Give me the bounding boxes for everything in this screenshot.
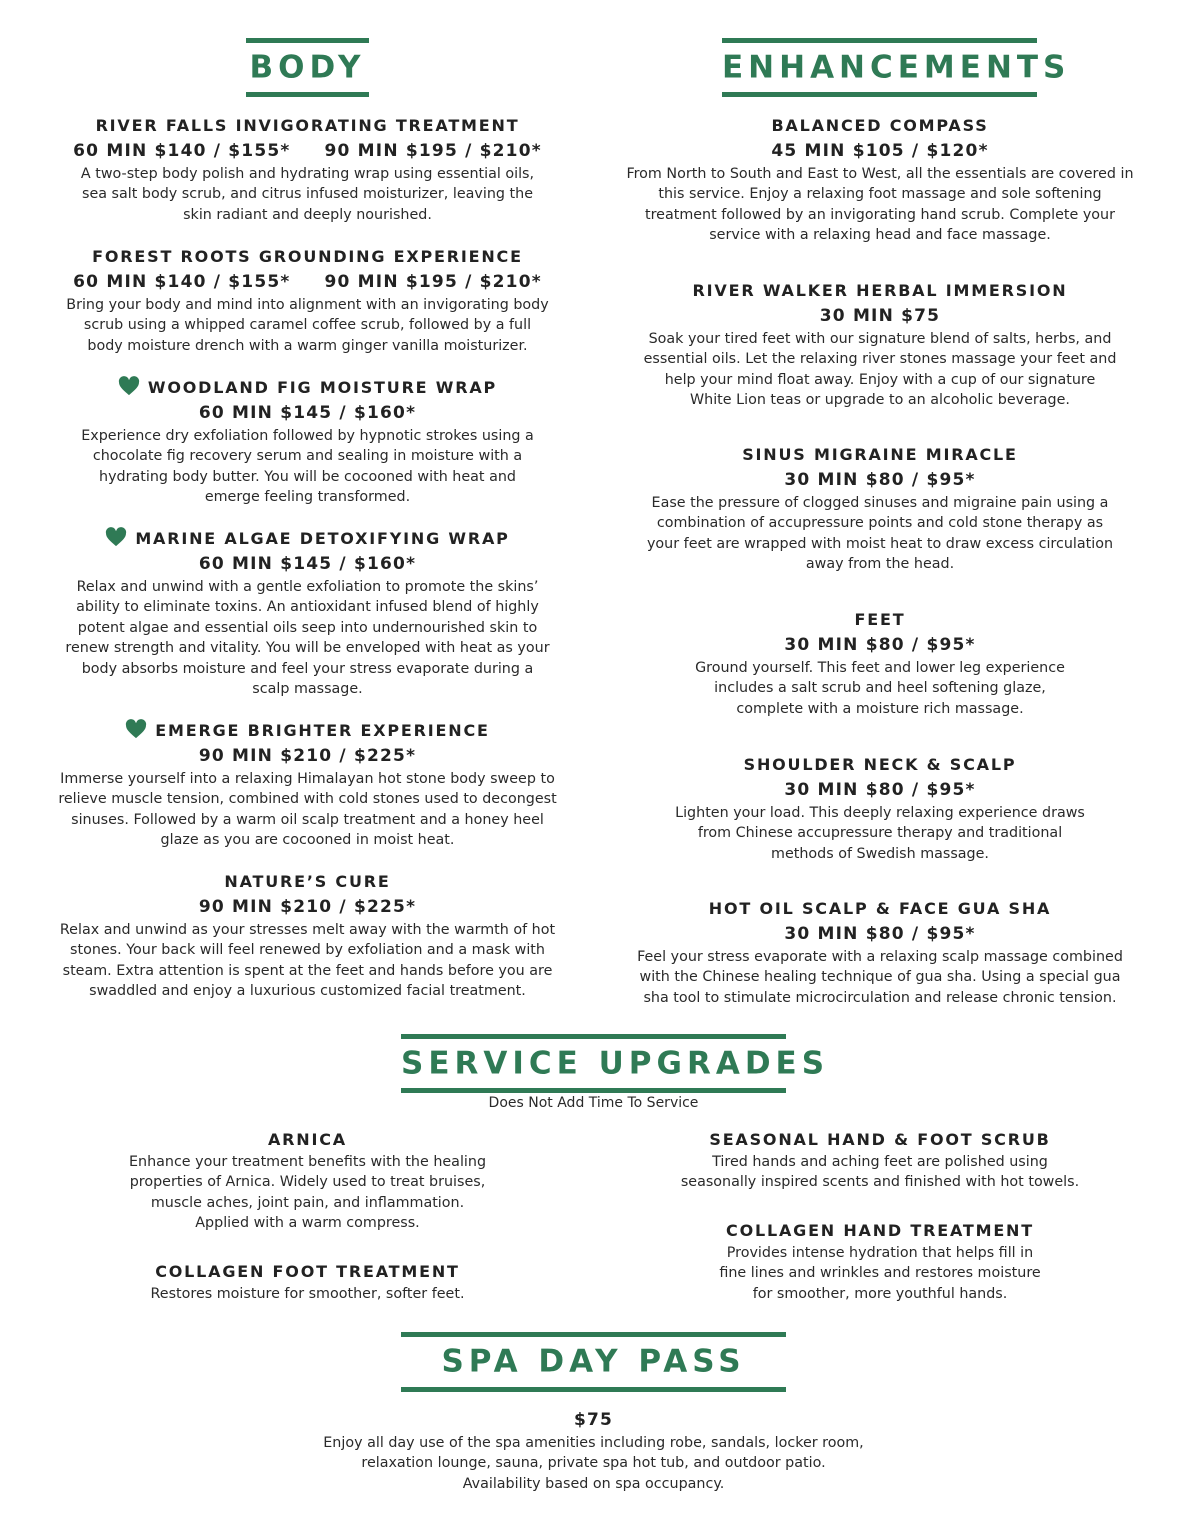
service-description: Ground yourself. This feet and lower leg experience includes a salt scrub and heel softening glaze, complete with a moisture rich massage. (695, 660, 1065, 717)
service-title: SEASONAL HAND & FOOT SCRUB (709, 1130, 1051, 1149)
enhancement-item (612, 607, 1148, 719)
service-price: 30 MIN $80 / $95* (784, 780, 976, 800)
section-title-upgrades: SERVICE UPGRADES (401, 1044, 830, 1081)
section-header-enhancements (722, 38, 1071, 97)
service-title: HOT OIL SCALP & FACE GUA SHA (708, 899, 1052, 918)
header-rule-bottom (246, 92, 369, 97)
service-price: 45 MIN $105 / $120* (771, 141, 989, 161)
service-description: Relax and unwind with a gentle exfoliation to promote the skins’ ability to eliminate toxins. An antioxidant infused blend of highly potent algae and essential oils seep into undernourished skin to renew strength and vitality. You will be enveloped with heat as your body absorbs moisture and feel your stress evaporate during a scalp massage. (65, 579, 550, 698)
service-title: COLLAGEN HAND TREATMENT (726, 1221, 1034, 1240)
service-price: 60 MIN $145 / $160* (198, 554, 417, 574)
service-description: Ease the pressure of clogged sinuses and migraine pain using a combination of accupressure points and cold stone therapy as your feet are wrapped with moist heat to draw excess circulation away from the head. (646, 495, 1114, 573)
service-price: 90 MIN $210 / $225* (198, 897, 417, 917)
header-rule-top (722, 38, 1037, 43)
service-title: COLLAGEN FOOT TREATMENT (155, 1262, 460, 1281)
body-item (40, 526, 575, 699)
service-price: 60 MIN $140 / $155* 90 MIN $195 / $210* (73, 141, 542, 161)
service-description: Provides intense hydration that helps fill in fine lines and wrinkles and restores moisture for smoother, more youthful hands. (719, 1245, 1041, 1302)
service-description: From North to South and East to West, all the essentials are covered in this service. Enjoy a relaxing foot massage and sole softening treatment followed by an invigorating hand scrub. Complete your service with a relaxing head and face massage. (626, 166, 1134, 244)
service-price: 60 MIN $140 / $155* 90 MIN $195 / $210* (73, 272, 542, 292)
service-title: ARNICA (268, 1130, 347, 1149)
service-description: Lighten your load. This deeply relaxing experience draws from Chinese accupressure therapy and traditional methods of Swedish massage. (675, 805, 1085, 862)
heart-icon (125, 719, 147, 739)
service-description: Restores moisture for smoother, softer feet. (150, 1286, 465, 1302)
service-description: Tired hands and aching feet are polished using seasonally inspired scents and finished with hot towels. (680, 1154, 1080, 1191)
service-title: NATURE’S CURE (224, 872, 391, 891)
service-price: 30 MIN $80 / $95* (784, 635, 976, 655)
enhancement-item (612, 896, 1148, 1008)
service-title: EMERGE BRIGHTER EXPERIENCE (40, 718, 575, 743)
enhancement-item (612, 113, 1148, 246)
service-title: FEET (854, 610, 906, 629)
body-item (40, 244, 575, 356)
section-header-body (246, 38, 369, 97)
body-item (40, 718, 575, 851)
header-rule-top (401, 1332, 786, 1337)
header-rule-top (246, 38, 369, 43)
body-item (40, 375, 575, 508)
service-title: WOODLAND FIG MOISTURE WRAP (40, 375, 575, 400)
service-price: 30 MIN $80 / $95* (784, 470, 976, 490)
service-title: RIVER FALLS INVIGORATING TREATMENT (95, 116, 520, 135)
upgrade-item (630, 1127, 1130, 1193)
service-description: Bring your body and mind into alignment with an invigorating body scrub using a whipped caramel coffee scrub, followed by a full body moisture drench with a warm ginger vanilla moisturizer. (66, 297, 549, 354)
enhancement-item (612, 752, 1148, 864)
upgrade-item (630, 1218, 1130, 1304)
heart-icon (105, 527, 127, 547)
service-description: Soak your tired feet with our signature blend of salts, herbs, and essential oils. Let the relaxing river stones massage your feet and help your mind float away. Enjoy with a cup of our signature White Lion teas or upgrade to an alcoholic beverage. (643, 331, 1117, 409)
upgrades-note: Does Not Add Time To Service (488, 1095, 699, 1111)
service-description: Immerse yourself into a relaxing Himalayan hot stone body sweep to relieve muscle tension, combined with cold stones used to decongest sinuses. Followed by a warm oil scalp treatment and a honey heel glaze as you are cocooned in moist heat. (58, 771, 557, 849)
spa-day-pass (250, 1407, 937, 1494)
service-title: SHOULDER NECK & SCALP (743, 755, 1017, 774)
service-description: Enhance your treatment benefits with the healing properties of Arnica. Widely used to treat bruises, muscle aches, joint pain, and inflammation. Applied with a warm compress. (128, 1154, 487, 1232)
spa-day-description: Enjoy all day use of the spa amenities including robe, sandals, locker room, relaxation lounge, sauna, private spa hot tub, and outdoor patio. Availability based on spa occupancy. (323, 1435, 864, 1492)
body-item (40, 869, 575, 1002)
service-title: RIVER WALKER HERBAL IMMERSION (692, 281, 1068, 300)
section-header-spa-day (401, 1332, 786, 1392)
enhancement-item (612, 278, 1148, 411)
header-rule-bottom (722, 92, 1037, 97)
service-title: MARINE ALGAE DETOXIFYING WRAP (40, 526, 575, 551)
spa-day-price: $75 (573, 1410, 614, 1430)
section-title-spa-day: SPA DAY PASS (441, 1343, 746, 1380)
section-header-upgrades (401, 1034, 830, 1093)
service-description: Relax and unwind as your stresses melt away with the warmth of hot stones. Your back will feel renewed by exfoliation and a mask with steam. Extra attention is spent at the feet and hands before you are swaddled and enjoy a luxurious customized facial treatment. (59, 922, 556, 1000)
service-price: 30 MIN $75 (819, 306, 941, 326)
service-description: Experience dry exfoliation followed by hypnotic strokes using a chocolate fig recovery serum and sealing in moisture with a hydrating body butter. You will be cocooned with heat and emerge feeling transformed. (81, 428, 534, 506)
body-item (40, 113, 575, 225)
heart-icon (118, 376, 140, 396)
upgrade-item (70, 1259, 545, 1304)
service-title: SINUS MIGRAINE MIRACLE (742, 445, 1018, 464)
service-description: A two-step body polish and hydrating wrap using essential oils, sea salt body scrub, and citrus infused moisturizer, leaving the skin radiant and deeply nourished. (80, 166, 535, 223)
enhancement-item (612, 442, 1148, 575)
header-rule-top (401, 1034, 786, 1039)
section-title-enhancements: ENHANCEMENTS (722, 48, 1071, 85)
header-rule-bottom (401, 1088, 786, 1093)
header-rule-bottom (401, 1387, 786, 1392)
section-title-body: BODY (249, 48, 366, 85)
service-title: FOREST ROOTS GROUNDING EXPERIENCE (92, 247, 523, 266)
service-description: Feel your stress evaporate with a relaxing scalp massage combined with the Chinese healing technique of gua sha. Using a special gua sha tool to stimulate microcirculation and release chronic tension. (637, 949, 1123, 1006)
service-price: 60 MIN $145 / $160* (198, 403, 417, 423)
service-price: 30 MIN $80 / $95* (784, 924, 976, 944)
service-title: BALANCED COMPASS (771, 116, 989, 135)
service-price: 90 MIN $210 / $225* (198, 746, 417, 766)
upgrade-item (70, 1127, 545, 1234)
